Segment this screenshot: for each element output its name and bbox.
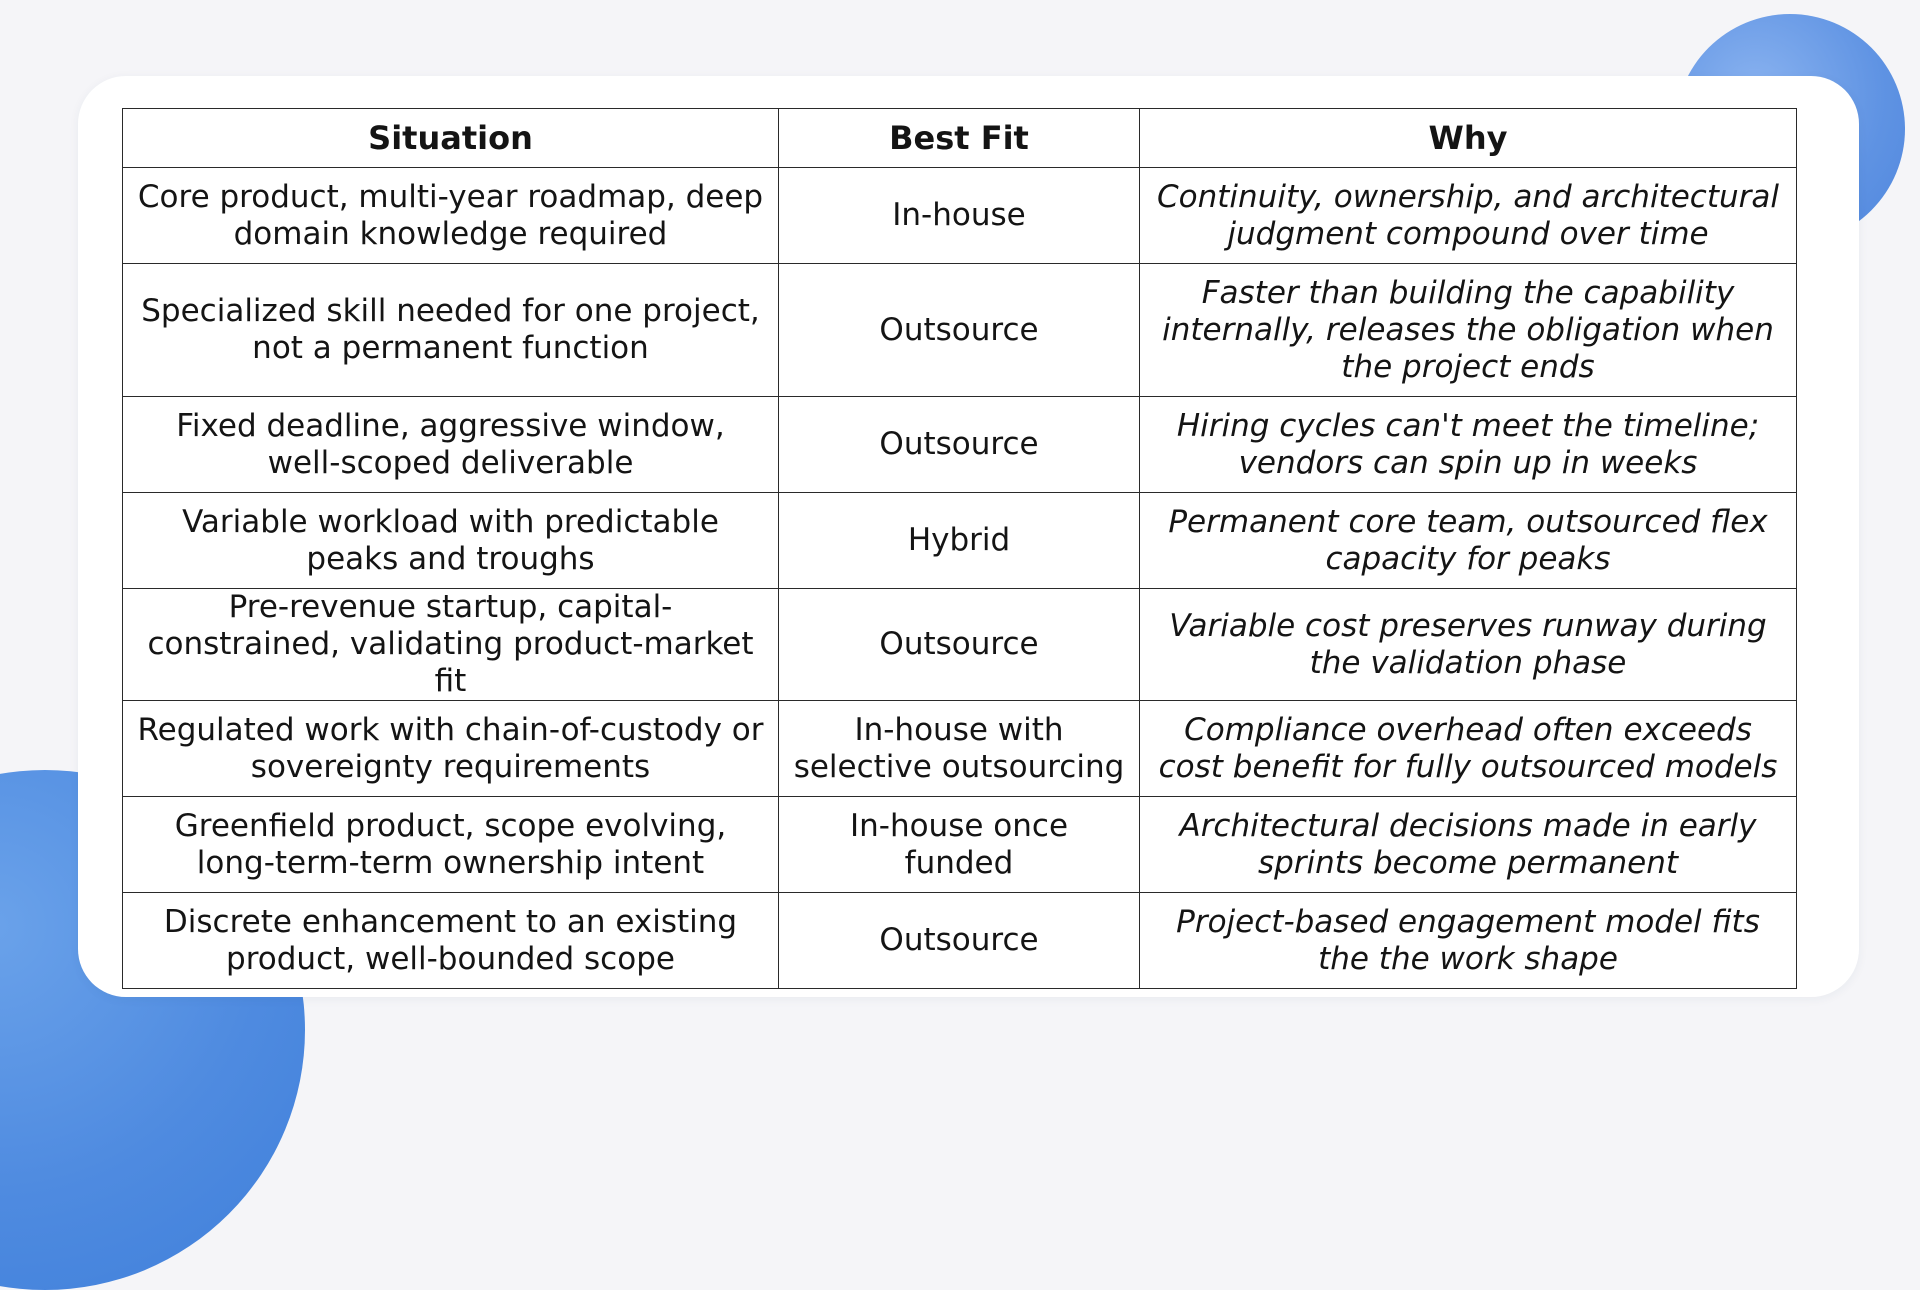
comparison-table bbox=[122, 108, 1797, 989]
situation-cell: Discrete enhancement to an existing product, well-bounded scope bbox=[123, 893, 779, 989]
best-fit-cell: In-house once funded bbox=[779, 797, 1140, 893]
table-row bbox=[123, 797, 1797, 893]
situation-cell: Greenfield product, scope evolving, long-term-term ownership intent bbox=[123, 797, 779, 893]
table-row bbox=[123, 893, 1797, 989]
why-cell: Continuity, ownership, and architectural judgment compound over time bbox=[1140, 168, 1797, 264]
table-row bbox=[123, 397, 1797, 493]
why-cell: Variable cost preserves runway during the validation phase bbox=[1140, 589, 1797, 701]
header-situation: Situation bbox=[123, 109, 779, 168]
table-row bbox=[123, 264, 1797, 397]
situation-cell: Specialized skill needed for one project, not a permanent function bbox=[123, 264, 779, 397]
why-cell: Compliance overhead often exceeds cost benefit for fully outsourced models bbox=[1140, 701, 1797, 797]
best-fit-cell: Hybrid bbox=[779, 493, 1140, 589]
best-fit-cell: In-house with selective outsourcing bbox=[779, 701, 1140, 797]
table-row bbox=[123, 493, 1797, 589]
header-why: Why bbox=[1140, 109, 1797, 168]
table-row bbox=[123, 589, 1797, 701]
why-cell: Architectural decisions made in early sprints become permanent bbox=[1140, 797, 1797, 893]
best-fit-cell: Outsource bbox=[779, 589, 1140, 701]
best-fit-cell: In-house bbox=[779, 168, 1140, 264]
why-cell: Hiring cycles can't meet the timeline; vendors can spin up in weeks bbox=[1140, 397, 1797, 493]
best-fit-cell: Outsource bbox=[779, 893, 1140, 989]
situation-cell: Regulated work with chain-of-custody or sovereignty requirements bbox=[123, 701, 779, 797]
best-fit-cell: Outsource bbox=[779, 397, 1140, 493]
table-row bbox=[123, 168, 1797, 264]
why-cell: Faster than building the capability internally, releases the obligation when the project ends bbox=[1140, 264, 1797, 397]
table-row bbox=[123, 701, 1797, 797]
situation-cell: Fixed deadline, aggressive window, well-scoped deliverable bbox=[123, 397, 779, 493]
best-fit-cell: Outsource bbox=[779, 264, 1140, 397]
situation-cell: Variable workload with predictable peaks and troughs bbox=[123, 493, 779, 589]
table-header-row bbox=[123, 109, 1797, 168]
header-best-fit: Best Fit bbox=[779, 109, 1140, 168]
table-card bbox=[78, 76, 1859, 997]
why-cell: Permanent core team, outsourced flex capacity for peaks bbox=[1140, 493, 1797, 589]
situation-cell: Core product, multi-year roadmap, deep domain knowledge required bbox=[123, 168, 779, 264]
situation-cell: Pre-revenue startup, capital-constrained, validating product-market fit bbox=[123, 589, 779, 701]
why-cell: Project-based engagement model fits the the work shape bbox=[1140, 893, 1797, 989]
